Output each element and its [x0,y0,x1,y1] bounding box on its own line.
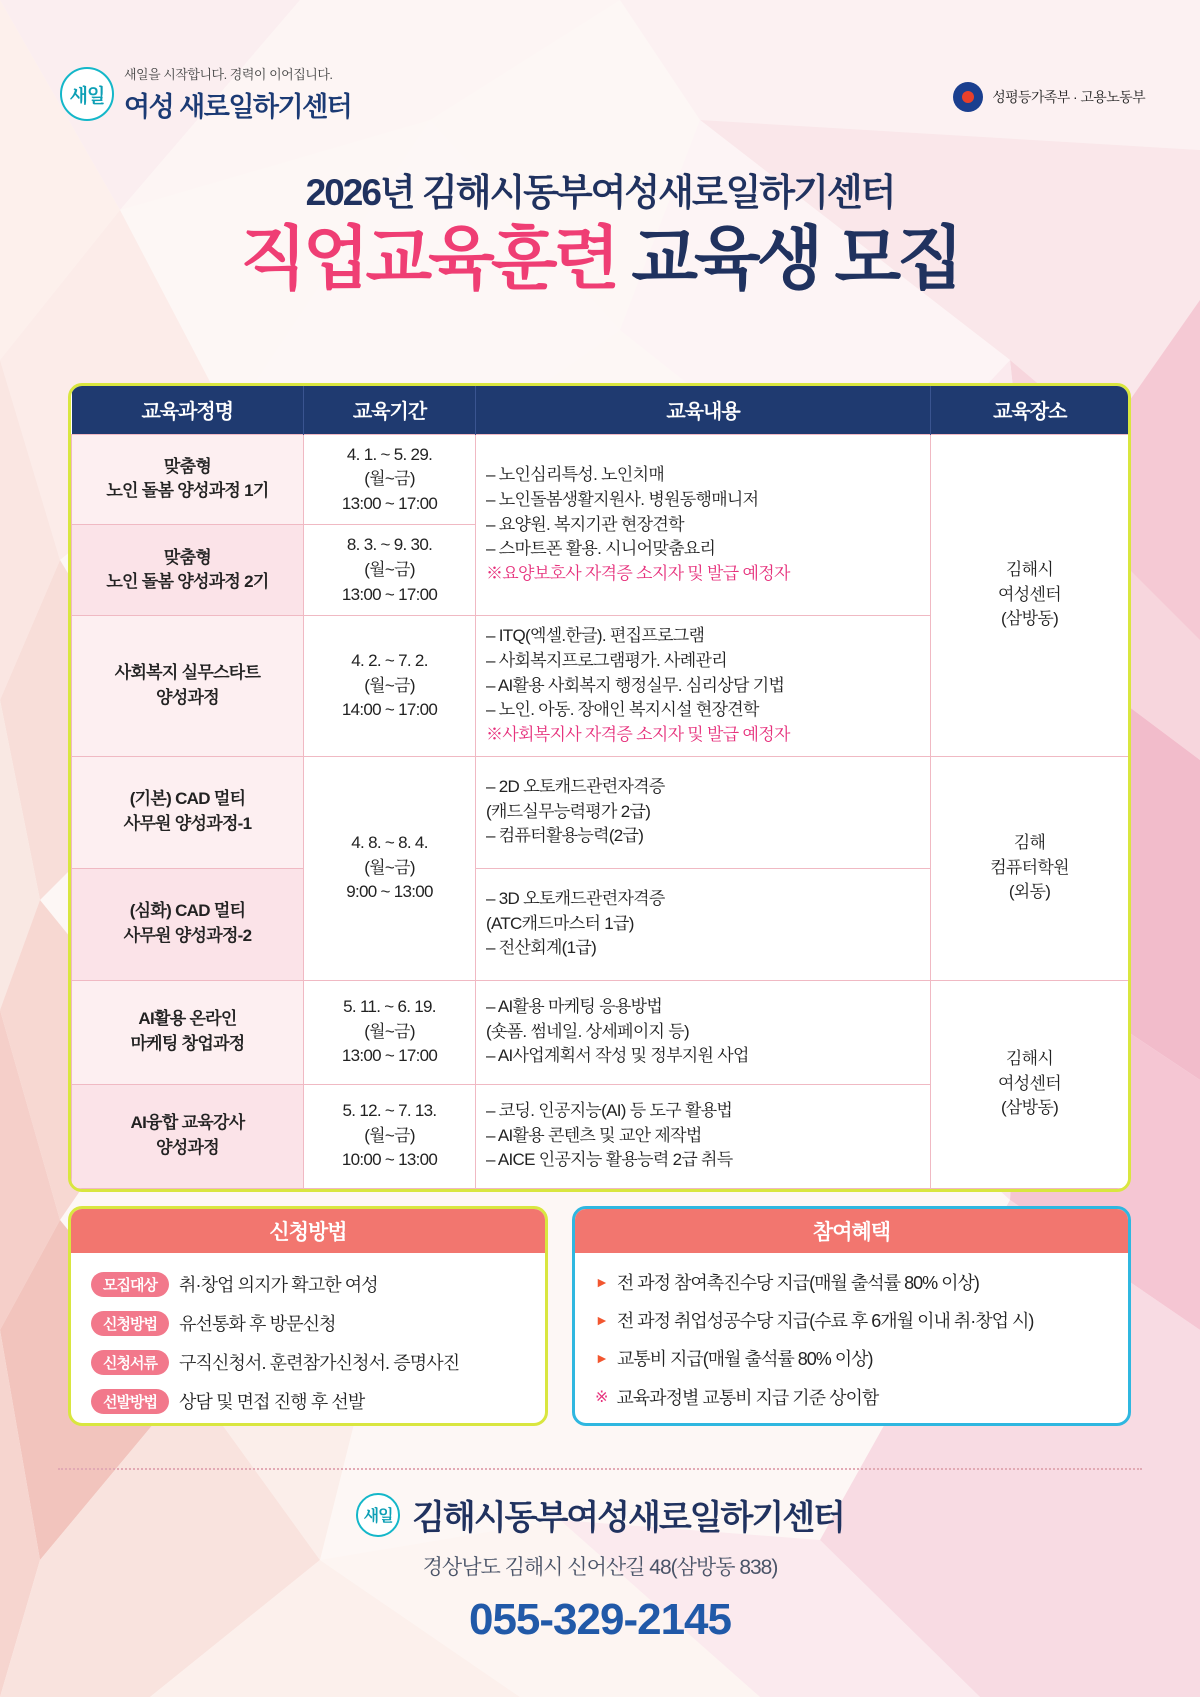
content-line: – 스마트폰 활용. 시니어맞춤요리 [486,539,716,559]
page-title-highlight: 직업교육훈련 [240,220,617,297]
saeil-logo-icon: 새일 [356,1493,400,1537]
list-item [91,1388,529,1414]
content-line: – 코딩. 인공지능(AI) 등 도구 활용법 [486,1101,733,1121]
apply-row-text: 구직신청서. 훈련참가신청서. 증명사진 [179,1353,460,1373]
content-line: – 노인. 아동. 장애인 복지시설 현장견학 [486,700,759,720]
course-name-cell [72,980,304,1084]
course-name-line: (심화) CAD 멀티 [129,901,246,921]
place-line: (삼방동) [1000,609,1059,629]
list-item [595,1271,1112,1296]
table-header-place: 교육장소 [931,386,1129,434]
benefit-text: 전 과정 참여촉진수당 지급(매월 출석률 80% 이상) [616,1273,979,1293]
apply-row-text: 상담 및 면접 진행 후 선발 [179,1392,365,1412]
place-line: 김해시 [1005,1049,1054,1069]
course-name-cell [72,434,304,525]
content-line: – 3D 오토캐드관련자격증 [486,889,665,909]
apply-method-body [71,1253,545,1426]
logo-name: 여성 새로일하기센터 [124,92,352,122]
period-line: 13:00 ~ 17:00 [341,584,438,604]
footer-logo-row [0,1490,1200,1539]
course-name-cell [72,868,304,980]
status-badge: 신청방법 [91,1311,169,1336]
content-line: – 컴퓨터활용능력(2급) [486,826,644,846]
course-name-line: 사무원 양성과정-1 [123,814,252,834]
period-line: (월~금) [364,675,415,695]
period-line: 4. 1. ~ 5. 29. [346,444,433,464]
period-line: 8. 3. ~ 9. 30. [346,535,433,555]
status-badge: 신청서류 [91,1350,169,1375]
period-line: (월~금) [364,857,415,877]
content-line: (ATC캐드마스터 1급) [486,913,634,933]
content-line: – 노인심리특성. 노인치매 [486,465,665,485]
period-line: 13:00 ~ 17:00 [341,1046,438,1066]
poster-header [0,58,1200,128]
content-line: – AICE 인공지능 활용능력 2급 취득 [486,1150,733,1170]
place-line: 여성센터 [998,584,1061,604]
period-line: 13:00 ~ 17:00 [341,493,438,513]
course-place-cell [931,980,1129,1188]
benefit-body [575,1253,1128,1426]
page-title-rest: 교육생 모집 [631,220,960,297]
course-table-card [68,383,1131,1192]
course-name-line: 노인 돌봄 양성과정 1기 [106,481,269,501]
course-name-cell [72,756,304,868]
period-line: (월~금) [364,1125,415,1145]
government-mark [953,82,1145,112]
apply-method-box [68,1206,548,1426]
list-item [595,1347,1112,1372]
course-period-cell [304,434,476,525]
content-note: ※요양보호사 자격증 소지자 및 발급 예정자 [486,563,790,583]
course-name-line: 양성과정 [156,1138,219,1158]
course-content-cell [476,980,931,1084]
period-line: 4. 2. ~ 7. 2. [351,650,428,670]
course-period-cell [304,1084,476,1188]
list-item [595,1309,1112,1334]
footer-center-name: 김해시동부여성새로일하기센터 [412,1499,844,1537]
table-row [72,434,1129,525]
triangle-bullet-icon: ► [595,1350,609,1367]
content-line: – 전산회계(1급) [486,938,597,958]
place-line: (삼방동) [1000,1098,1059,1118]
course-name-line: 맞춤형 [163,547,212,567]
period-line: 10:00 ~ 13:00 [341,1150,438,1170]
asterisk-note-icon: ※ [595,1388,609,1406]
course-name-cell [72,1084,304,1188]
period-line: 5. 11. ~ 6. 19. [343,997,436,1017]
footer-telephone: 055-329-2145 [468,1595,731,1644]
table-header-row [72,386,1129,434]
course-content-cell [476,616,931,756]
benefit-text: 전 과정 취업성공수당 지급(수료 후 6개월 이내 취·창업 시) [616,1311,1034,1332]
course-content-cell [476,868,931,980]
content-line: – AI활용 사회복지 행정실무. 심리상담 기법 [486,675,785,695]
period-line: (월~금) [364,560,415,580]
korea-government-symbol-icon [953,82,983,112]
dotted-divider [58,1468,1142,1470]
subtitle-year: 2026년 김해시동부여성새로일하기센터 [305,172,895,213]
course-content-cell [476,756,931,868]
triangle-bullet-icon: ► [595,1274,609,1290]
triangle-bullet-icon: ► [595,1312,609,1329]
content-line: – ITQ(엑셀.한글). 편집프로그램 [486,626,705,646]
content-line: (숏폼. 썸네일. 상세페이지 등) [486,1021,689,1041]
footer-address: 경상남도 김해시 신어산길 48(삼방동 838) [422,1556,778,1579]
content-note: ※사회복지사 자격증 소지자 및 발급 예정자 [486,724,790,744]
page-title [0,222,1200,297]
apply-row-text: 유선통화 후 방문신청 [179,1314,336,1334]
benefit-text: 교통비 지급(매월 출석률 80% 이상) [616,1349,873,1370]
saeil-logo-icon: 새일 [60,67,114,121]
benefit-title: 참여혜택 [575,1209,1128,1253]
period-line: (월~금) [364,469,415,489]
place-line: 김해시 [1005,560,1054,580]
course-name-line: 사무원 양성과정-2 [123,926,252,946]
period-line: 4. 8. ~ 8. 4. [351,833,428,853]
course-name-line: 노인 돌봄 양성과정 2기 [106,572,269,592]
list-item [595,1386,1112,1411]
saeil-logo [60,64,351,124]
table-row [72,756,1129,868]
course-name-line: 맞춤형 [163,456,212,476]
place-line: 김해 [1013,833,1046,853]
course-table [71,386,1129,1189]
content-line: – AI활용 마케팅 응용방법 [486,997,663,1017]
period-line: 14:00 ~ 17:00 [341,700,438,720]
course-name-line: AI융합 교육강사 [130,1113,245,1133]
course-place-cell [931,756,1129,980]
course-name-line: 양성과정 [156,687,219,707]
place-line: (외동) [1008,882,1051,902]
place-line: 여성센터 [998,1073,1061,1093]
table-header-course: 교육과정명 [72,386,304,434]
course-name-line: AI활용 온라인 [138,1009,237,1029]
course-name-cell [72,525,304,616]
content-line: (캐드실무능력평가 2급) [486,801,651,821]
table-header-period: 교육기간 [304,386,476,434]
course-name-line: 마케팅 창업과정 [130,1034,245,1054]
place-line: 컴퓨터학원 [990,857,1069,877]
period-line: (월~금) [364,1021,415,1041]
course-period-cell [304,525,476,616]
content-line: – AI사업계획서 작성 및 정부지원 사업 [486,1046,749,1066]
content-line: – 요양원. 복지기관 현장견학 [486,514,684,534]
course-name-line: (기본) CAD 멀티 [129,789,246,809]
benefit-text: 교육과정별 교통비 지급 기준 상이함 [616,1387,879,1408]
apply-method-title: 신청방법 [71,1209,545,1253]
logo-tagline: 새일을 시작합니다. 경력이 이어집니다. [124,67,333,82]
course-name-line: 사회복지 실무스타트 [114,663,261,683]
apply-row-text: 취·창업 의지가 확고한 여성 [179,1275,378,1295]
period-line: 9:00 ~ 13:00 [346,882,433,902]
benefit-box [572,1206,1131,1426]
course-content-cell [476,434,931,616]
poster-footer [0,1490,1200,1645]
status-badge: 모집대상 [91,1272,169,1297]
content-line: – 사회복지프로그램평가. 사례관리 [486,650,727,670]
government-label: 성평등가족부 · 고용노동부 [992,89,1145,105]
period-line: 5. 12. ~ 7. 13. [342,1101,437,1121]
course-content-cell [476,1084,931,1188]
list-item [91,1349,529,1375]
course-period-cell [304,616,476,756]
content-line: – 노인돌봄생활지원사. 병원동행매니저 [486,489,759,509]
table-row [72,980,1129,1084]
status-badge: 선발방법 [91,1389,169,1414]
list-item [91,1271,529,1297]
course-name-cell [72,616,304,756]
table-header-content: 교육내용 [476,386,931,434]
course-place-cell [931,434,1129,756]
content-line: – 2D 오토캐드관련자격증 [486,777,665,797]
course-period-cell [304,980,476,1084]
content-line: – AI활용 콘텐츠 및 교안 제작법 [486,1125,702,1145]
list-item [91,1310,529,1336]
course-period-cell [304,756,476,980]
